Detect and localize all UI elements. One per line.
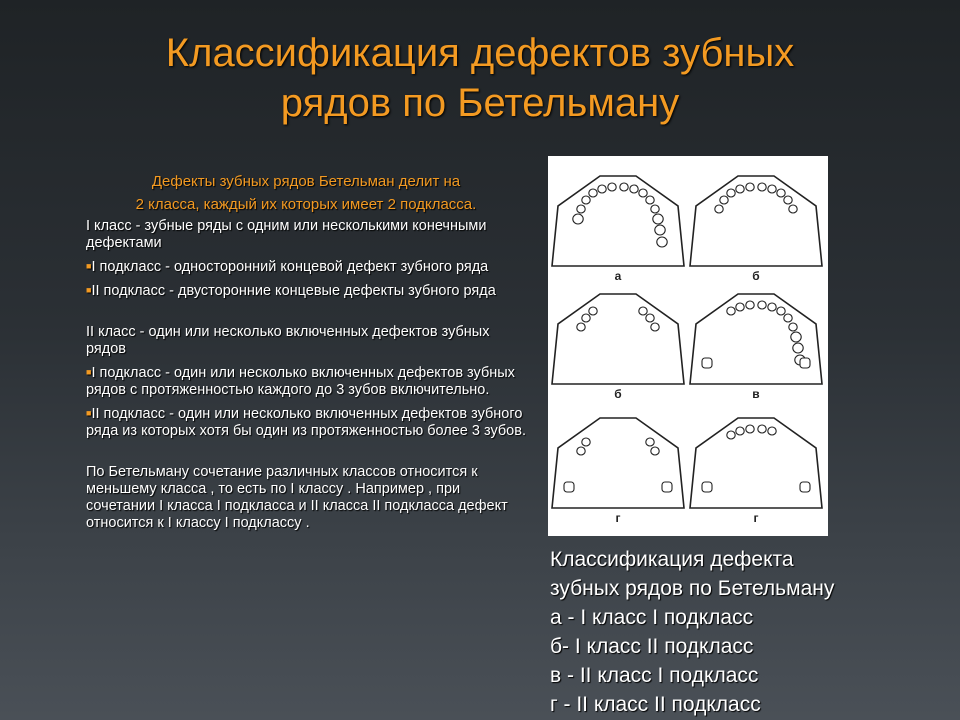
class2-definition: II класс - один или несколько включенных дефектов зубных рядов <box>86 324 490 357</box>
arch-diagram <box>552 294 684 401</box>
palate-outline <box>552 418 684 508</box>
class1-definition: I класс - зубные ряды с одним или несколькими конечными дефектами <box>86 218 487 251</box>
tooth <box>727 189 735 197</box>
tooth <box>577 323 585 331</box>
arch-label: б <box>614 387 622 401</box>
tooth <box>727 431 735 439</box>
class2-subclass1 <box>86 364 526 399</box>
tooth <box>582 438 590 446</box>
tooth <box>589 189 597 197</box>
tooth <box>777 307 785 315</box>
palate-outline <box>690 176 822 266</box>
tooth <box>598 185 606 193</box>
molar <box>702 482 712 492</box>
tooth <box>758 183 766 191</box>
bullet-icon: ■ <box>86 408 92 418</box>
body-text <box>86 170 526 538</box>
tooth <box>655 225 665 235</box>
arch-diagram <box>690 294 822 401</box>
class2-subclass2 <box>86 405 526 440</box>
spacer <box>86 306 526 324</box>
arch-diagram <box>552 418 684 525</box>
slide-title <box>60 28 900 128</box>
palate-outline <box>690 418 822 508</box>
molar <box>702 358 712 368</box>
tooth <box>651 323 659 331</box>
molar <box>800 482 810 492</box>
tooth <box>758 301 766 309</box>
tooth <box>657 237 667 247</box>
arch-diagram <box>690 176 822 283</box>
tooth <box>777 189 785 197</box>
tooth <box>577 447 585 455</box>
arch-label: а <box>614 269 622 283</box>
spacer <box>86 446 526 464</box>
arch-label: в <box>752 387 760 401</box>
tooth <box>736 185 744 193</box>
tooth <box>573 214 583 224</box>
molar <box>564 482 574 492</box>
tooth <box>727 307 735 315</box>
tooth <box>789 205 797 213</box>
tooth <box>746 301 754 309</box>
tooth <box>784 196 792 204</box>
caption-line-5: в - II класс I подкласс <box>550 664 759 687</box>
class1-subclass2-text: II подкласс - двусторонние концевые дефекты зубного ряда <box>91 283 496 299</box>
tooth <box>646 438 654 446</box>
tooth <box>746 425 754 433</box>
arch-label: б <box>752 269 760 283</box>
tooth <box>736 427 744 435</box>
bullet-icon: ■ <box>86 367 92 377</box>
dental-arches-figure <box>548 156 828 536</box>
tooth <box>758 425 766 433</box>
tooth <box>768 303 776 311</box>
tooth <box>620 183 628 191</box>
title-line-1: Классификация дефектов зубных <box>165 31 795 75</box>
arch-diagram <box>690 418 822 525</box>
tooth <box>582 196 590 204</box>
arch-label: г <box>615 511 621 525</box>
tooth <box>630 185 638 193</box>
tooth <box>577 205 585 213</box>
class1-subclass1-text: I подкласс - односторонний концевой дефект зубного ряда <box>91 259 489 275</box>
tooth <box>639 189 647 197</box>
tooth <box>720 196 728 204</box>
class2-subclass1-text: I подкласс - один или несколько включенных дефектов зубных рядов с протяженностью каждого до 3 зубов включительно. <box>86 365 515 398</box>
title-line-2: рядов по Бетельману <box>280 81 680 125</box>
tooth <box>736 303 744 311</box>
arch-diagram <box>552 176 684 283</box>
tooth <box>746 183 754 191</box>
tooth <box>639 307 647 315</box>
intro <box>86 170 526 216</box>
figure-caption <box>550 545 950 719</box>
palate-outline <box>552 294 684 384</box>
molar <box>800 358 810 368</box>
tooth <box>768 427 776 435</box>
palate-outline <box>690 294 822 384</box>
tooth <box>653 214 663 224</box>
class2-subclass2-text: II подкласс - один или несколько включенных дефектов зубного ряда из которых хотя бы один из протяженностью более 3 зубов. <box>86 406 526 439</box>
conclusion: По Бетельману сочетание различных классов относится к меньшему класса , то есть по I классу . Например , при сочетании I класса I подкласса и II класса II подкласса дефект относится к I классу I подклассу . <box>86 464 508 531</box>
tooth <box>608 183 616 191</box>
tooth <box>784 314 792 322</box>
tooth <box>589 307 597 315</box>
caption-line-3: а - I класс I подкласс <box>550 606 754 629</box>
caption-line-4: б- I класс II подкласс <box>550 635 754 658</box>
arch-label: г <box>753 511 759 525</box>
palate-outline <box>552 176 684 266</box>
caption-line-1: Классификация дефекта <box>550 548 794 571</box>
class1-subclass2 <box>86 282 526 300</box>
tooth <box>715 205 723 213</box>
molar <box>662 482 672 492</box>
tooth <box>651 447 659 455</box>
bullet-icon: ■ <box>86 285 92 295</box>
intro-line-1: Дефекты зубных рядов Бетельман делит на <box>151 173 461 190</box>
tooth <box>582 314 590 322</box>
dental-arches-diagram <box>548 156 828 536</box>
tooth <box>789 323 797 331</box>
tooth <box>646 314 654 322</box>
bullet-icon: ■ <box>86 261 92 271</box>
tooth <box>646 196 654 204</box>
caption-line-2: зубных рядов по Бетельману <box>550 577 835 600</box>
class1-subclass1 <box>86 258 526 276</box>
intro-line-2: 2 класса, каждый их которых имеет 2 подкласса. <box>135 196 477 213</box>
tooth <box>791 332 801 342</box>
tooth <box>793 343 803 353</box>
tooth <box>768 185 776 193</box>
caption-line-6: г - II класс II подкласс <box>550 693 761 716</box>
tooth <box>651 205 659 213</box>
